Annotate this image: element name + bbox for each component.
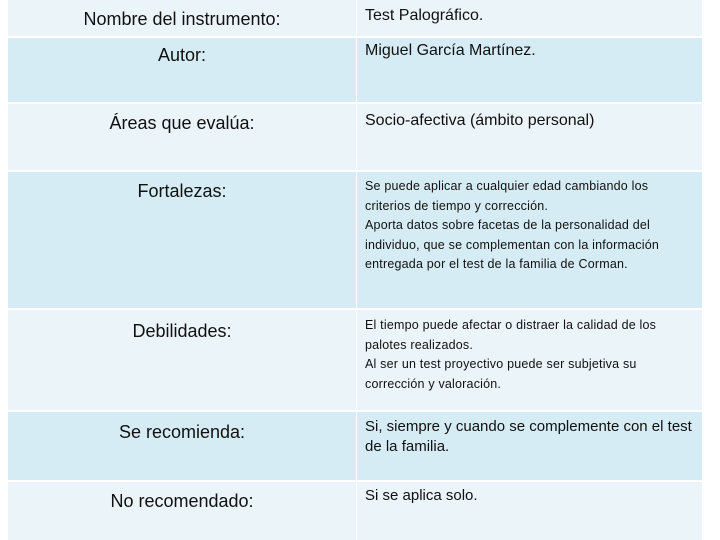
row-value: Si, siempre y cuando se complemente con el test de la familia. — [365, 418, 692, 455]
row-value: Se puede aplicar a cualquier edad cambiando los criterios de tiempo y corrección. Aporta datos sobre facetas de la personalidad del individuo, que se complementan con la información entregada por el test de la familia de Corman. — [365, 179, 659, 271]
label-cell — [8, 310, 356, 410]
table-row — [8, 412, 702, 480]
row-label: Autor: — [157, 45, 207, 65]
table-row — [8, 172, 702, 308]
row-value: Socio-afectiva (ámbito personal) — [365, 112, 595, 129]
table-row — [8, 104, 702, 170]
row-label: No recomendado: — [110, 491, 254, 511]
value-cell — [356, 172, 702, 308]
value-cell — [356, 482, 702, 540]
label-cell — [8, 482, 356, 540]
row-label: Nombre del instrumento: — [83, 9, 281, 29]
table-row — [8, 0, 702, 36]
label-cell — [8, 38, 356, 102]
row-value: El tiempo puede afectar o distraer la calidad de los palotes realizados. Al ser un test proyectivo puede ser subjetiva su corrección y valoración. — [365, 318, 657, 391]
label-cell — [8, 104, 356, 170]
label-cell — [8, 172, 356, 308]
value-cell — [356, 412, 702, 480]
row-label: Áreas que evalúa: — [109, 113, 255, 133]
label-cell — [8, 412, 356, 480]
row-value: Si se aplica solo. — [365, 487, 478, 504]
row-label: Fortalezas: — [137, 181, 227, 201]
value-cell — [356, 310, 702, 410]
table-row — [8, 482, 702, 540]
table-row — [8, 38, 702, 102]
value-cell — [356, 104, 702, 170]
row-label: Debilidades: — [132, 321, 232, 341]
value-cell — [356, 38, 702, 102]
table-row — [8, 310, 702, 410]
value-cell — [356, 0, 702, 36]
row-value: Test Palográfico. — [365, 7, 484, 24]
row-value: Miguel García Martínez. — [365, 42, 536, 59]
row-label: Se recomienda: — [118, 422, 246, 442]
label-cell — [8, 0, 356, 36]
